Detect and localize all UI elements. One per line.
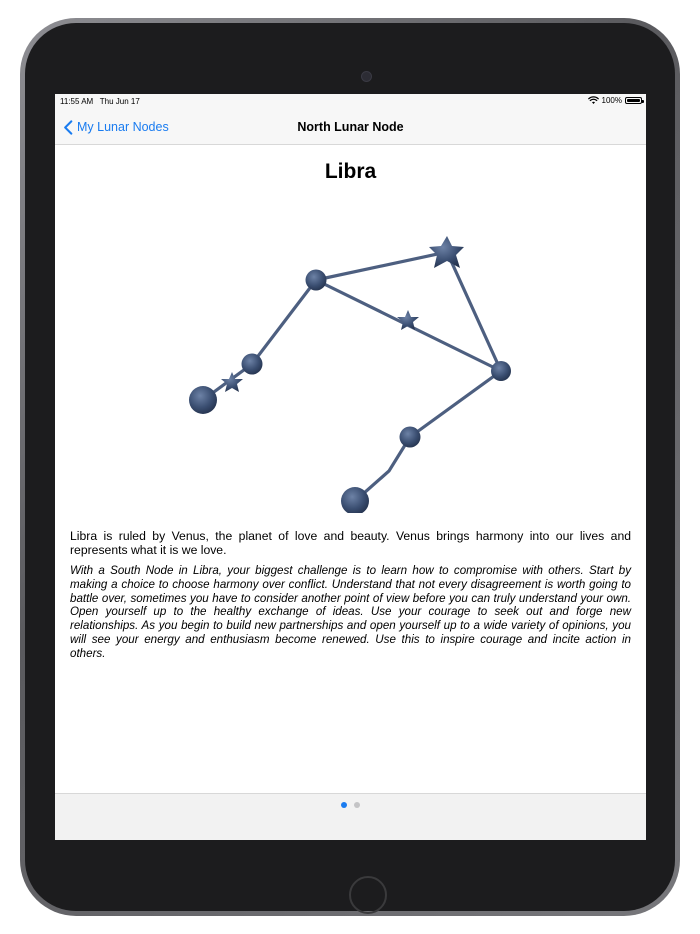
star-node — [400, 427, 421, 448]
screen — [55, 94, 646, 840]
battery-percent: 100% — [601, 96, 622, 105]
page-control[interactable] — [55, 802, 646, 808]
page-dot-2[interactable] — [354, 802, 360, 808]
status-date: Thu Jun 17 — [99, 97, 140, 106]
navigation-bar — [55, 110, 646, 145]
back-button-label: My Lunar Nodes — [77, 120, 169, 134]
star-node — [306, 270, 327, 291]
node-description: With a South Node in Libra, your biggest challenge is to learn how to compromise with others. Start by making a choice to choose harmony over conflict. Understand that not every disagreement is worth going to battle over, sometimes you have to consider another point of view before you can truly understand your own. Open yourself up to the healthy exchange of ideas. Use your courage to seek out and forge new relationships. As you begin to build new partnerships and open yourself up to a wide variety of opinions, you will see your energy and enthusiasm become renewed. Use this to inspire courage and incite action in others. — [70, 564, 631, 660]
main-content — [55, 145, 646, 793]
status-time — [60, 97, 140, 106]
star-point — [429, 236, 464, 268]
home-button[interactable] — [349, 876, 387, 914]
star-node — [491, 361, 511, 381]
star-node — [189, 386, 217, 414]
back-button[interactable] — [63, 110, 169, 144]
ruler-description: Libra is ruled by Venus, the planet of love and beauty. Venus brings harmony into our lives and represents what it is we love. — [70, 529, 631, 557]
battery-icon — [625, 97, 642, 104]
status-indicators — [588, 96, 642, 105]
libra-constellation-image — [175, 213, 535, 513]
page-control-bar — [55, 793, 646, 840]
nav-title: North Lunar Node — [297, 120, 404, 134]
sign-title: Libra — [324, 160, 377, 183]
chevron-left-icon — [63, 120, 73, 135]
constellation-lines — [203, 252, 501, 501]
front-camera — [361, 71, 372, 82]
status-clock: 11:55 AM — [60, 97, 94, 106]
wifi-icon — [588, 96, 599, 105]
status-bar — [55, 94, 646, 110]
star-node — [242, 354, 263, 375]
page-dot-1[interactable] — [341, 802, 347, 808]
